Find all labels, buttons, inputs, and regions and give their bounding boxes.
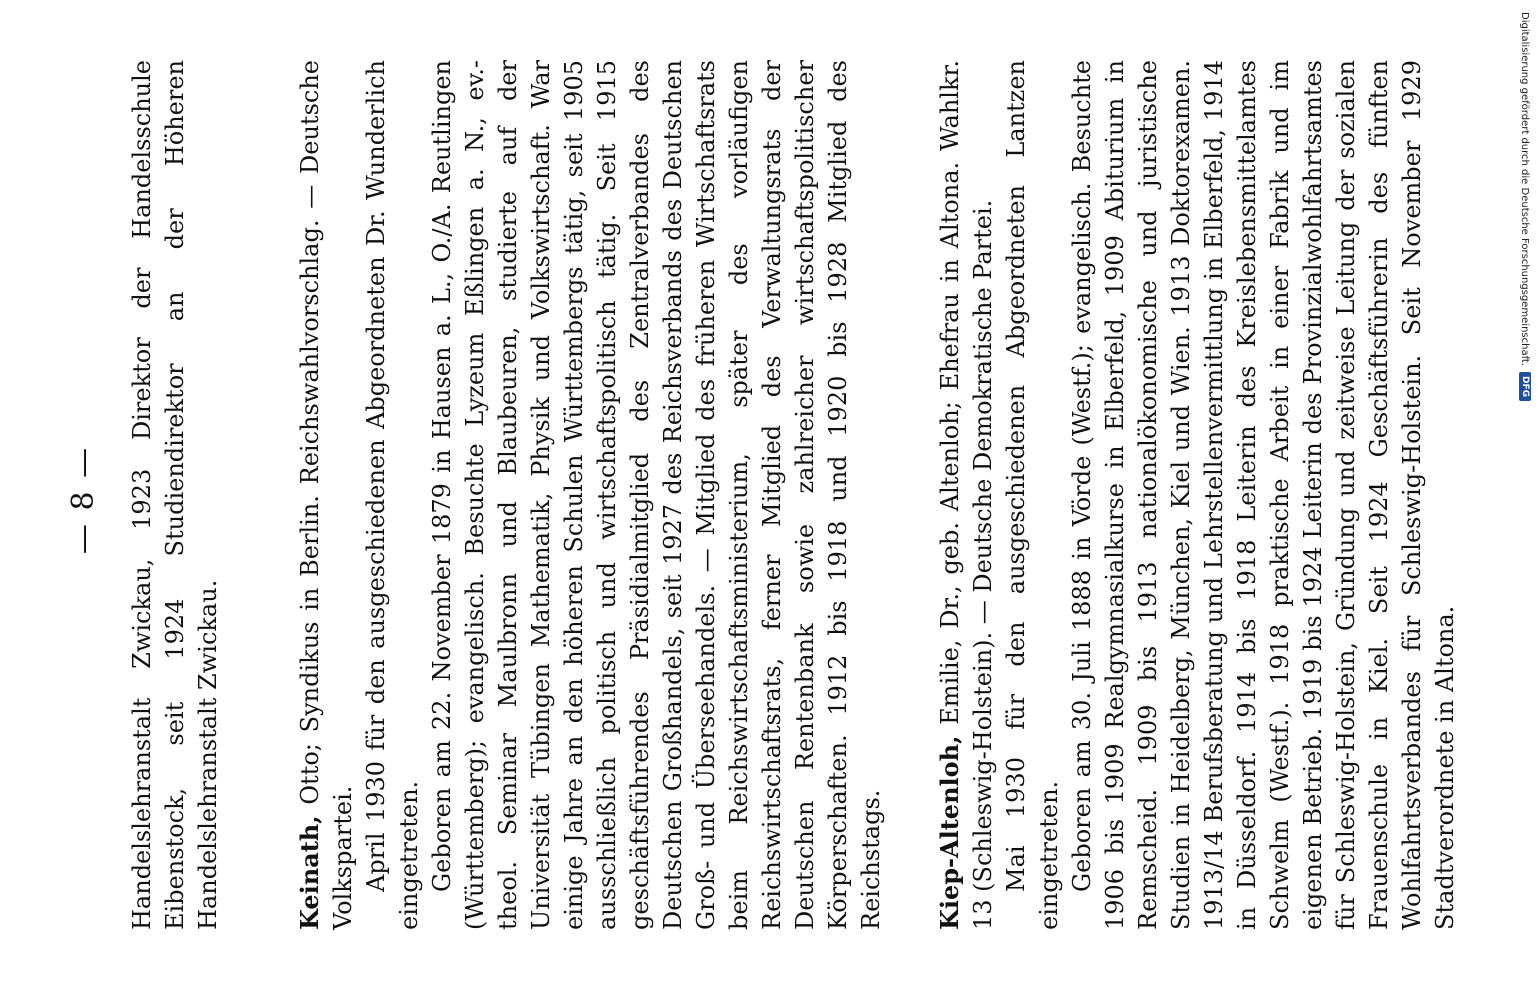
- digitization-note-content: [1519, 12, 1531, 401]
- entry-header: [293, 60, 360, 930]
- digitization-note: [1509, 0, 1531, 1000]
- entry-paragraph: Geboren am 30. Juli 1888 in Vörde (Westf.); evangelisch. Besuchte 1906 bis 1909 Realgymnasialkurse in Elberfeld, 1909 Abiturium in Remscheid. 1909 bis 1913 nationalökonomische und juristische Studien in Heidelberg, München, Kiel und Wien. 1913 Doktorexamen. 1913/14 Berufsberatung und Lehrstellenvermittlung in Elberfeld, 1914 in Düsseldorf. 1914 bis 1918 Leiterin des Kreislebensmittelamtes Schwelm (Westf.). 1918 praktische Arbeit in einer Fabrik und im eigenen Betrieb. 1919 bis 1924 Leiterin des Provinzialwohlfahrtsamtes für Schleswig-Holstein, Gründung und zeitweise Leitung der sozialen Frauenschule in Kiel. Seit 1924 Geschäftsführerin des fünften Wohlfahrtsverbandes für Schleswig-Holstein. Seit November 1929 Stadtverordnete in Altona.: [1068, 60, 1459, 930]
- entry-header: [933, 60, 1000, 930]
- page-number: — 8 —: [66, 445, 101, 555]
- entry-paragraph: April 1930 für den ausgeschiedenen Abgeordneten Dr. Wunderlich eingetreten.: [362, 60, 423, 930]
- digitization-note-text: Digitalisierung gefördert durch die Deutsche Forschungsgemeinschaft.: [1519, 12, 1531, 367]
- rotated-page: [18, 0, 1518, 1000]
- entry-paragraph: Geboren am 22. November 1879 in Hausen a. L., O./A. Reutlingen (Württemberg); evangelisch. Besuchte Lyzeum Eßlingen a. N., ev.-theol. Seminar Maulbronn und Blaubeuren, studierte auf der Universität Tübingen Mathematik, Physik und Volkswirtschaft. War einige Jahre an den höheren Schulen Württembergs tätig, seit 1905 ausschließlich politisch und wirtschaftspolitisch tätig. Seit 1915 geschäftsführendes Präsidialmitglied des Zentralverbandes des Deutschen Großhandels, seit 1927 des Reichsverbands des Deutschen Groß- und Überseehandels. — Mitglied des früheren Wirtschaftsrats beim Reichswirtschaftsministerium, später des vorläufigen Reichswirtschaftsrats, ferner Mitglied des Verwaltungsrats der Deutschen Rentenbank sowie zahlreicher wirtschaftspolitischer Körperschaften. 1912 bis 1918 und 1920 bis 1928 Mitglied des Reichstags.: [428, 60, 885, 930]
- entry-continuation: [126, 60, 225, 930]
- entry-paragraph: Handelslehranstalt Zwickau, 1923 Direktor der Handelsschule Eibenstock, seit 1924 Studiendirektor an der Höheren Handelslehranstalt Zwickau.: [128, 60, 222, 930]
- entry-details: Otto; Syndikus in Berlin. Reichswahlvorschlag. — Deutsche Volkspartei.: [296, 60, 357, 930]
- entry-name: Kiep-Altenloh,: [935, 735, 964, 930]
- entry-keinath: [293, 60, 888, 930]
- entry-details: Emilie, Dr., geb. Altenloh; Ehefrau in Altona. Wahlkr. 13 (Schleswig-Holstein). — Deutsche Demokratische Partei.: [936, 60, 997, 930]
- entry-name: Keinath,: [295, 815, 324, 930]
- dfg-logo: DFG: [1519, 372, 1531, 401]
- entry-paragraph: Mai 1930 für den ausgeschiedenen Abgeordneten Lantzen eingetreten.: [1002, 60, 1063, 930]
- entry-kiep-altenloh: [933, 60, 1462, 930]
